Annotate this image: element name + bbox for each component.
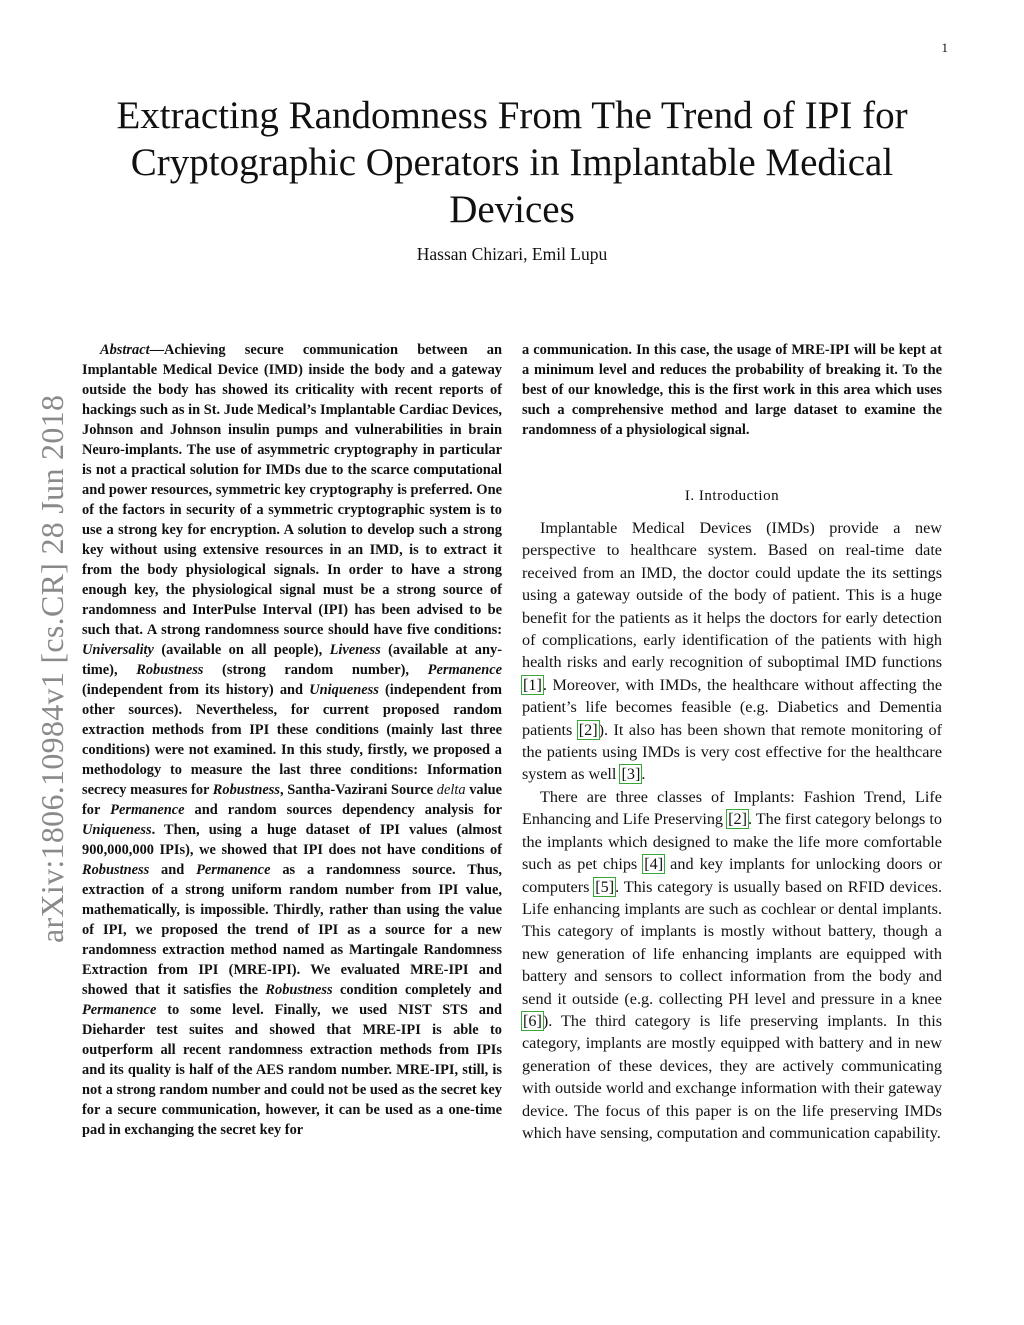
paragraph-text: . The first category belongs to the implants which designed to make the life more comfortable such as pet chips [522,810,943,874]
paragraph-text: ). It also has been shown that remote monitoring of the patients using IMDs is very cost effective for the healthcare system as well [522,720,942,784]
author-list: Hassan Chizari, Emil Lupu [416,244,608,264]
citation-link[interactable]: [2] [578,720,598,739]
paragraph-text: . [641,765,646,784]
abstract-label: Abstract [100,342,150,358]
abstract-emphasis: Robustness [265,982,333,998]
intro-paragraph-2 [522,786,942,1145]
citation-link[interactable]: [2] [728,810,747,829]
abstract-emphasis: Permanence [196,862,271,878]
abstract-text: condition completely and [332,982,502,998]
intro-paragraph-1 [522,517,942,786]
abstract-emphasis: Liveness [329,642,381,658]
arxiv-identifier: arXiv:1806.10984v1 [cs.CR] 28 Jun 2018 [34,394,70,943]
abstract-text: and random sources dependency analysis for [184,802,502,818]
abstract-text: (available at any-time), [82,642,502,678]
abstract-text: (independent from its history) and [82,682,310,698]
paragraph-text: . Moreover, with IMDs, the healthcare without affecting the patient’s life becomes feasible (e.g. Diabetics and Dementia patients [522,675,942,739]
paragraph-text: ). The third category is life preserving implants. In this category, implants are mostly equipped with battery and in new generation of these devices, they are actively communicating with outside world and exchange information with their gateway device. The focus of this paper is on the life preserving IMDs which have sensing, computation and communication capability. [522,1011,942,1142]
citation-link[interactable]: [5] [595,877,615,896]
abstract-text: as a randomness source. Thus, extraction of a strong uniform random number from IPI value, mathematically, is impossible. Thirdly, rather than using the value of IPI, we proposed the trend of IPI as a source for a new randomness extraction method named as Martingale Randomness Extraction from IPI (MRE-IPI). We evaluated MRE-IPI and showed that it satisfies the [82,862,502,998]
abstract-emphasis: Uniqueness [309,682,379,698]
abstract-text: —Achieving secure communication between an Implantable Medical Device (IMD) inside the body and a gateway outside the body has showed its criticality with recent reports of hackings such as in St. Jude Medical’s Implantable Cardiac Devices, Johnson and Johnson insulin pumps and vulnerabilities in brain Neuro-implants. The use of asymmetric cryptography in particular is not a practical solution for IMDs due to the scarce computational and power resources, symmetric key cryptography is preferred. One of the factors in security of a symmetric cryptographic system is to use a strong key for encryption. A solution to develop such a strong key without using extensive resources in an IMD, is to extract it from the body physiological signals. In order to have a strong enough key, the physiological signal must be a strong source of randomness and InterPulse Interval (IPI) has been advised to be such that. A strong randomness source should have five conditions: [82,342,502,638]
abstract [82,340,502,1140]
right-column [522,340,942,1144]
abstract-continuation: a communication. In this case, the usage of MRE-IPI will be kept at a minimum level and reduces the probability of breaking it. To the best of our knowledge, this is the first work in this area which uses such a comprehensive method and large dataset to examine the randomness of a physiological signal. [522,342,942,438]
abstract-text: (independent from other sources). Nevertheless, for current proposed random extraction methods from IPI these conditions (mainly last three conditions) were not examined. In this study, firstly, we proposed a methodology to measure the last three conditions: Information secrecy measures for [82,682,502,798]
abstract-text: value for [82,782,502,818]
abstract-math-delta: delta [436,782,466,798]
abstract-text: (strong random number), [203,662,428,678]
abstract-emphasis: Permanence [427,662,503,678]
citation-link[interactable]: [4] [644,855,664,874]
paragraph-text: and key implants for unlocking doors or computers [522,855,942,896]
paper-title: Extracting Randomness From The Trend of IPI for Cryptographic Operators in Implantable Medical Devices [116,94,908,231]
abstract-text: , Santha-Vazirani Source [279,782,437,798]
abstract-text: and [149,862,197,878]
abstract-emphasis: Robustness [212,782,280,798]
abstract-emphasis: Robustness [82,862,150,878]
citation-link[interactable]: [6] [523,1011,542,1030]
page-number: 1 [941,40,948,55]
abstract-emphasis: Permanence [110,802,185,818]
abstract-emphasis: Uniqueness [82,822,152,838]
abstract-text: . Then, using a huge dataset of IPI values (almost 900,000,000 IPIs), we showed that IPI does not have conditions of [82,822,502,858]
paragraph-text: . This category is usually based on RFID devices. Life enhancing implants are such as cochlear or dental implants. This category of implants is mostly without battery, though a new generation of life enhancing implants are equipped with battery and sensors to collect information from the body and send it outside (e.g. collecting PH level and pressure in a knee [522,877,942,1008]
abstract-emphasis: Permanence [82,1002,157,1018]
abstract-emphasis: Universality [82,642,154,658]
citation-link[interactable]: [3] [621,765,641,784]
left-column [82,340,502,1140]
citation-link[interactable]: [1] [523,675,542,694]
abstract-text: (available on all people), [153,642,330,658]
paragraph-text: Implantable Medical Devices (IMDs) provide a new perspective to healthcare system. Based on real-time date received from an IMD, the doctor could update the its settings using a gateway outside of the body of patient. This is a huge benefit for the patients as it helps the doctors for early detection of complications, early identification of the patients with high health risks and early recognition of suboptimal IMD functions [522,519,942,672]
abstract-text: to some level. Finally, we used NIST STS and Dieharder test suites and showed that MRE-IPI is able to outperform all recent randomness extraction methods from IPIs and its quality is half of the AES random number. MRE-IPI, still, is not a strong random number and could not be used as the secret key for a secure communication, however, it can be used as a one-time pad in exchanging the secret key for [82,1002,502,1138]
section-heading-introduction: I. Introduction [684,488,780,504]
paragraph-text: There are three classes of Implants: Fashion Trend, Life Enhancing and Life Preserving [522,787,942,829]
abstract-emphasis: Robustness [136,662,204,678]
